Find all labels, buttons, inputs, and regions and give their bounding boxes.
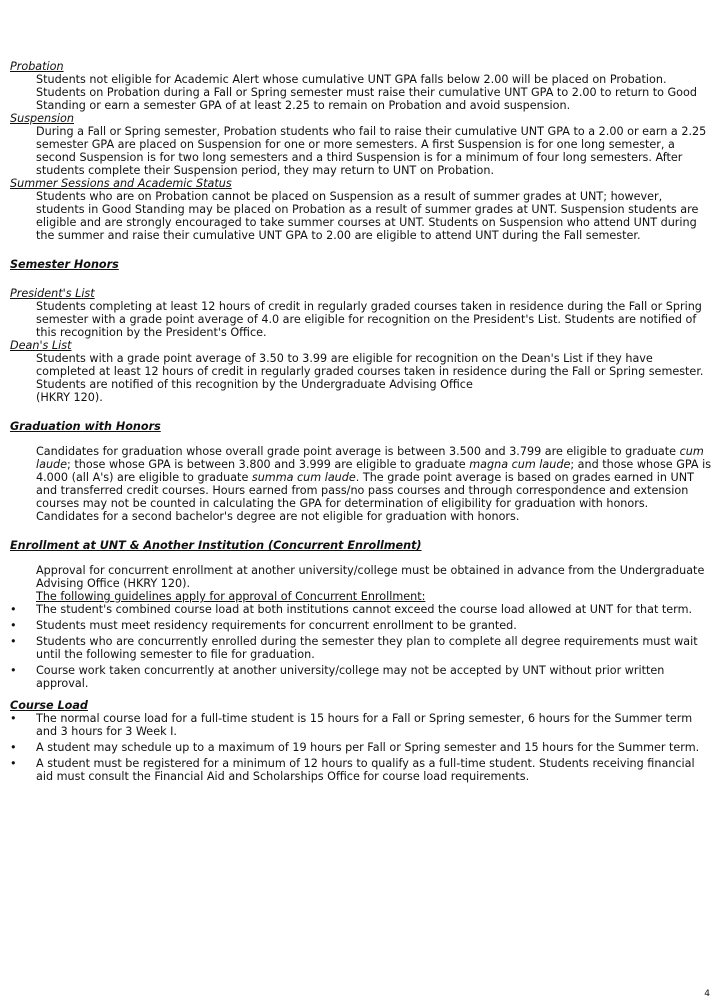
graduation-honors-heading: Graduation with Honors [10,420,161,433]
bullet-icon: • [10,741,17,754]
suspension-heading: Suspension [10,112,74,125]
bullet-icon: • [10,712,17,725]
list-item: • Students must meet residency requirements for concurrent enrollment to be granted. [10,619,517,632]
course-load-bullet-list [10,712,712,783]
summer-heading: Summer Sessions and Academic Status [10,177,232,190]
suspension-text: During a Fall or Spring semester, Probation students who fail to raise their cumulative UNT GPA to a 2.00 or earn a 2.25 semester GPA are placed on Suspension for one or more semesters. A first Suspension is for one long semester, a second Suspension is for two long semesters and a third Suspension is for a minimum of four long semesters. After students complete their Suspension period, they may return to UNT on Probation. [36,125,707,177]
summer-text: Students who are on Probation cannot be placed on Suspension as a result of summer grades at UNT; however, students in Good Standing may be placed on Probation as a result of summer grades at UNT. Suspension students are eligible and are strongly encouraged to take summer courses at UNT. Students on Suspension who attend UNT during the summer and raise their cumulative UNT GPA to 2.00 are eligible to attend UNT during the Fall semester. [36,190,699,242]
page-number: 4 [704,989,710,999]
presidents-list-heading: President's List [10,287,95,300]
document-page [10,60,712,786]
deans-list-office: (HKRY 120). [36,391,103,404]
bullet-icon: • [10,635,17,648]
list-item: • The student's combined course load at both institutions cannot exceed the course load allowed at UNT for that term. [10,603,693,616]
graduation-honors-text: Candidates for graduation whose overall grade point average is between 3.500 and 3.799 are eligible to graduate cum laude; those whose GPA is between 3.800 and 3.999 are eligible to graduate magna cum laude; and those whose GPA is 4.000 (all A's) are eligible to graduate summa cum laude. The grade point average is based on grades earned in UNT and transferred credit courses. Hours earned from pass/no pass courses and through correspondence and extension courses may not be counted in calculating the GPA for determination of eligibility for graduation with honors. Candidates for a second bachelor's degree are not eligible for graduation with honors. [36,445,712,523]
probation-heading: Probation [10,60,64,73]
concurrent-heading: Enrollment at UNT & Another Institution (Concurrent Enrollment) [10,539,422,552]
bullet-icon: • [10,619,17,632]
bullet-icon: • [10,757,17,770]
presidents-list-text: Students completing at least 12 hours of credit in regularly graded courses taken in residence during the Fall or Spring semester with a grade point average of 4.0 are eligible for recognition on the President's List. Students are notified of this recognition by the President's Office. [36,300,702,339]
probation-text: Students not eligible for Academic Alert whose cumulative UNT GPA falls below 2.00 will be placed on Probation. Students on Probation during a Fall or Spring semester must raise their cumulative UNT GPA to 2.00 to return to Good Standing or earn a semester GPA of at least 2.25 to remain on Probation and avoid suspension. [36,73,697,112]
concurrent-bullet-list [10,603,712,690]
list-item: • Students who are concurrently enrolled during the semester they plan to complete all degree requirements must wait until the following semester to file for graduation. [10,635,698,661]
list-item: • A student may schedule up to a maximum of 19 hours per Fall or Spring semester and 15 hours for the Summer term. [10,741,700,754]
bullet-icon: • [10,603,17,616]
list-item: • A student must be registered for a minimum of 12 hours to qualify as a full-time student. Students receiving financial aid must consult the Financial Aid and Scholarships Office for course load requirements. [10,757,695,783]
deans-list-text: Students with a grade point average of 3.50 to 3.99 are eligible for recognition on the Dean's List if they have completed at least 12 hours of credit in regularly graded courses taken in residence during the Fall or Spring semester. Students are notified of this recognition by the Undergraduate Advising Office [36,352,704,391]
deans-list-heading: Dean's List [10,339,72,352]
course-load-heading: Course Load [10,699,88,712]
concurrent-text: Approval for concurrent enrollment at another university/college must be obtained in advance from the Undergraduate Advising Office (HKRY 120). [36,564,705,590]
concurrent-guidelines-heading: The following guidelines apply for approval of Concurrent Enrollment: [36,590,426,603]
list-item: • Course work taken concurrently at another university/college may not be accepted by UNT without prior written approval. [10,664,665,690]
bullet-icon: • [10,664,17,677]
list-item: • The normal course load for a full-time student is 15 hours for a Fall or Spring semester, 6 hours for the Summer term and 3 hours for 3 Week I. [10,712,693,738]
semester-honors-heading: Semester Honors [10,258,119,271]
